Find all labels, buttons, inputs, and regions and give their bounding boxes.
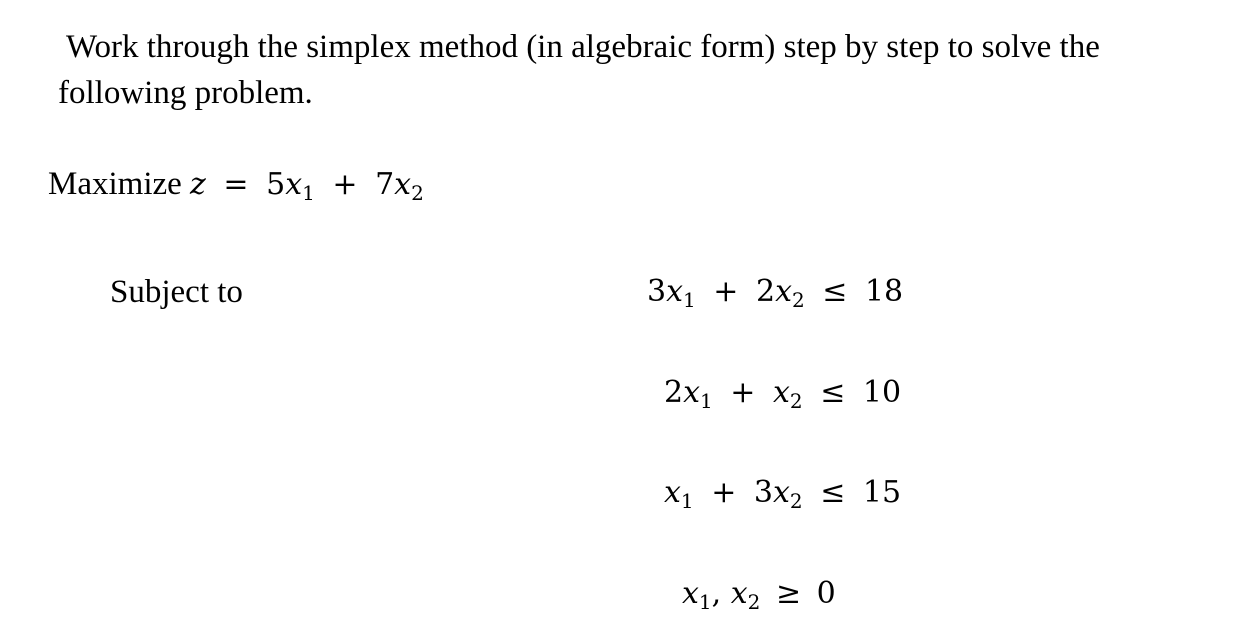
plus-sign: + [332, 167, 358, 202]
equals-sign: = [223, 167, 249, 202]
objective-term-2: $7x_2$ [375, 167, 424, 205]
constraint-1: $3x_1 + 2x_2 \le 18$ [647, 274, 904, 312]
problem-instruction: Work through the simplex method (in algebraic form) step by step to solve the following problem. [58, 29, 1100, 111]
objective-variable: z [190, 167, 206, 202]
constraint-2: $2x_1 + x_2 \le 10$ [664, 375, 902, 413]
objective-term-1: $5x_1$ [266, 167, 315, 205]
constraint-3: $x_1 + 3x_2 \le 15$ [664, 475, 902, 513]
objective-label: Maximize [48, 166, 182, 202]
objective-function [48, 162, 424, 207]
objective-expression [190, 167, 424, 205]
nonnegativity-constraint: $x_1$, $x_2 \ge 0$ [682, 576, 836, 614]
subject-to-label: Subject to [110, 274, 243, 310]
